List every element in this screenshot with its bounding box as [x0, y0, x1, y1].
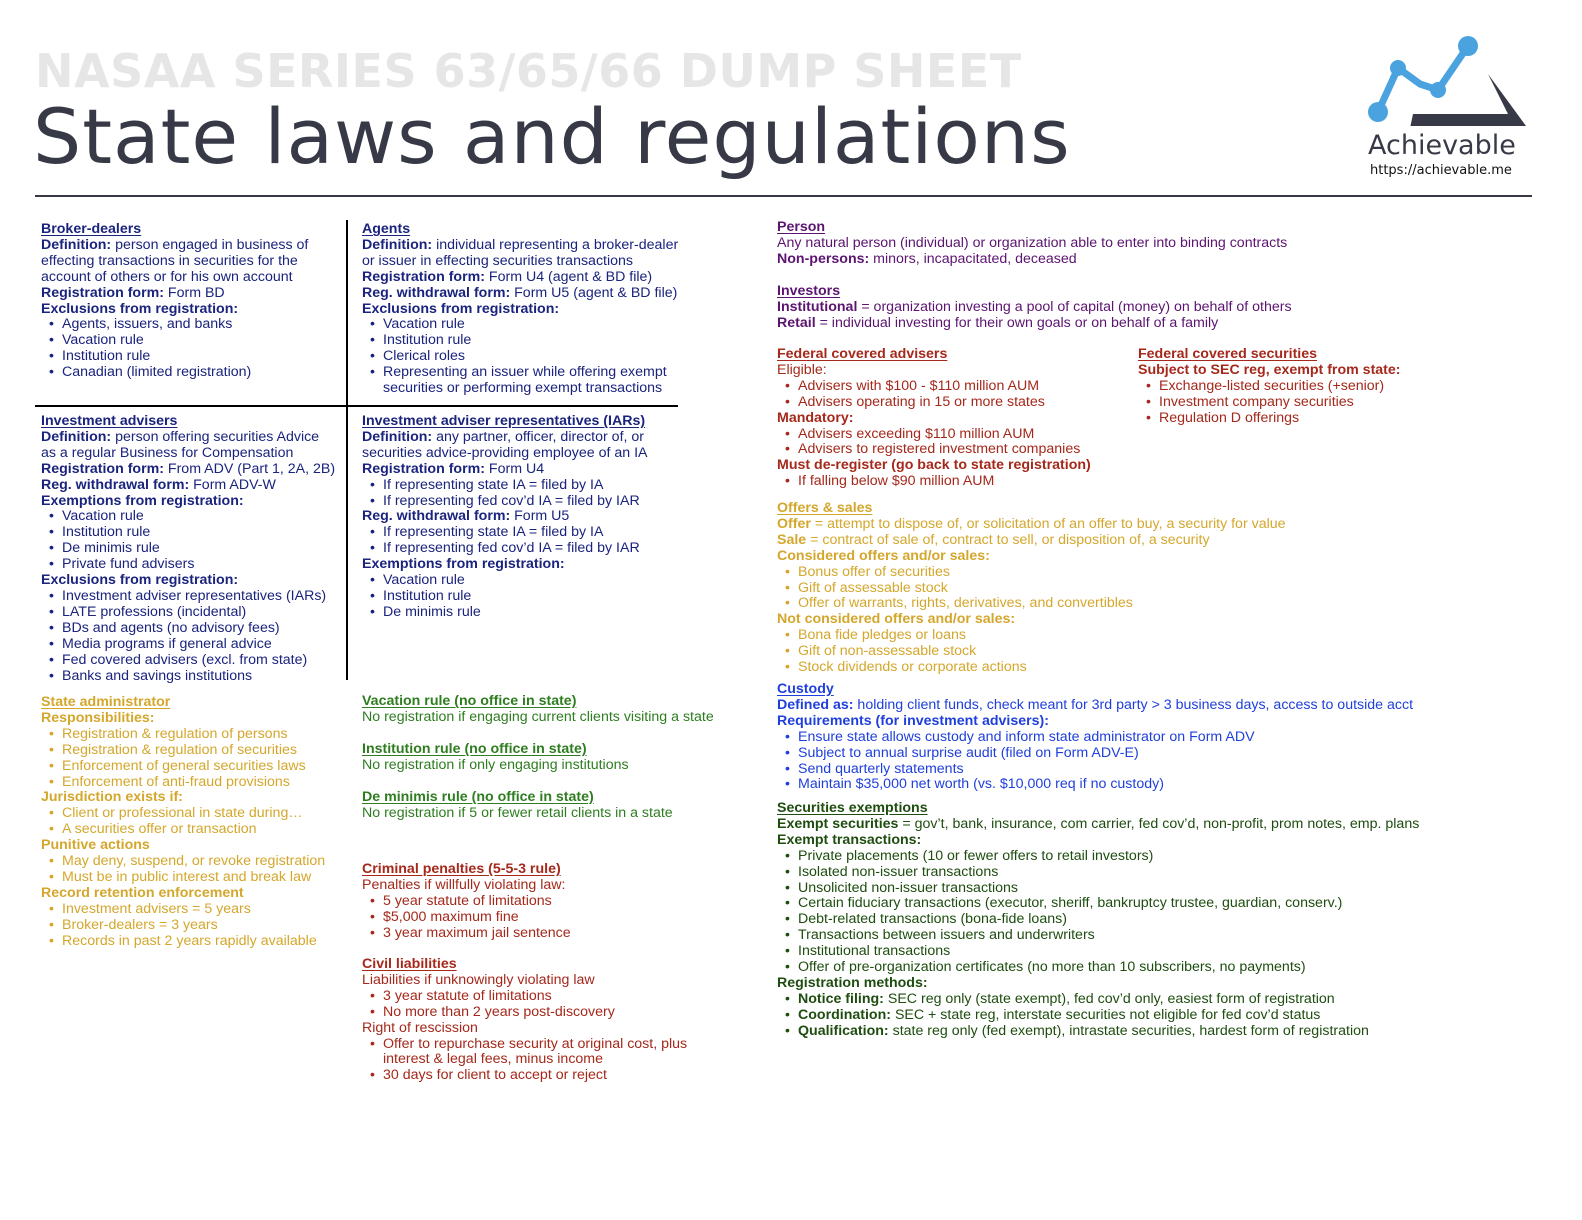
exclusions-list — [41, 589, 335, 684]
section-investors — [777, 284, 1292, 332]
text: = contract of sale of, contract to sell, or disposition of, a security — [806, 531, 1210, 548]
list-item: • If falling below $90 million AUM — [777, 474, 1091, 490]
achievable-logo — [1364, 34, 1534, 184]
section-heading: Offers & sales — [777, 500, 873, 516]
label: Reg. withdrawal form: — [41, 476, 190, 493]
list-item: • Advisers exceeding $110 million AUM — [777, 427, 1091, 443]
label: Mandatory: — [777, 409, 854, 426]
text: holding client funds, check meant for 3rd party > 3 business days, access to outside acct — [853, 696, 1414, 713]
list-item: • Enforcement of anti-fraud provisions — [41, 775, 325, 791]
list-item: • Regulation D offerings — [1138, 411, 1401, 427]
vacation-rule-text: No registration if engaging current clients visiting a state — [362, 708, 714, 725]
list-item: • Offer of pre-organization certificates (no more than 10 subscribers, no payments) — [777, 960, 1419, 976]
list-item: • De minimis rule — [362, 605, 647, 621]
list-item: • Institution rule — [362, 589, 647, 605]
withdrawal-list — [362, 525, 647, 557]
text: = attempt to dispose of, or solicitation of an offer to buy, a security for value — [810, 515, 1286, 532]
label: Exempt transactions: — [777, 831, 922, 848]
list-item: • De minimis rule — [41, 541, 335, 557]
text: = gov’t, bank, insurance, com carrier, fed cov’d, non-profit, prom notes, emp. plans — [898, 815, 1420, 832]
list-item: • Bonus offer of securities — [777, 565, 1286, 581]
text: or issuer in effecting securities transactions — [362, 252, 634, 269]
list-item: • Offer of warrants, rights, derivatives, and convertibles — [777, 596, 1286, 612]
label: Definition: — [41, 236, 112, 253]
list-item: • Banks and savings institutions — [41, 669, 335, 685]
list-item: • 3 year statute of limitations — [362, 989, 687, 1005]
label: Coordination: — [798, 1006, 891, 1023]
requirements-list — [777, 730, 1413, 794]
institution-rule-heading: Institution rule (no office in state) — [362, 740, 587, 757]
list-item: • Agents, issuers, and banks — [41, 317, 308, 333]
label: Definition: — [362, 236, 433, 253]
list-item: • 3 year maximum jail sentence — [362, 926, 571, 942]
section-federal-covered-securities — [1138, 347, 1401, 427]
label: Offer — [777, 515, 811, 532]
label: Exclusions from registration: — [41, 300, 239, 317]
list-item: • Gift of non-assessable stock — [777, 644, 1286, 660]
text: Form U5 (agent & BD file) — [510, 284, 678, 301]
list-item: • Institution rule — [41, 525, 335, 541]
deregister-list — [777, 474, 1091, 490]
text: person offering securities Advice — [111, 428, 320, 445]
section-state-administrator — [41, 695, 325, 950]
list-item: • Ensure state allows custody and inform state administrator on Form ADV — [777, 730, 1413, 746]
label: Jurisdiction exists if: — [41, 789, 183, 806]
text: From ADV (Part 1, 2A, 2B) — [163, 460, 336, 477]
list-item — [777, 1008, 1419, 1024]
list-item: • Send quarterly statements — [777, 762, 1413, 778]
section-custody — [777, 682, 1413, 793]
label: Definition: — [362, 428, 433, 445]
considered-list — [777, 565, 1286, 613]
liabilities-list — [362, 989, 687, 1021]
section-heading: Investors — [777, 283, 841, 299]
section-heading: Broker-dealers — [41, 221, 142, 237]
label: Must de-register (go back to state registration) — [777, 457, 1091, 474]
text: Form U4 (agent & BD file) — [484, 268, 653, 285]
text: Form U5 — [510, 508, 570, 525]
list-item: • Unsolicited non-issuer transactions — [777, 881, 1419, 897]
list-item: • Isolated non-issuer transactions — [777, 865, 1419, 881]
list-item: • Vacation rule — [41, 509, 335, 525]
logo-name: Achievable — [1368, 130, 1516, 161]
text: minors, incapacitated, deceased — [869, 250, 1077, 267]
label: Considered offers and/or sales: — [777, 547, 990, 564]
person-definition: Any natural person (individual) or organization able to enter into binding contracts — [777, 234, 1288, 251]
section-heading: Federal covered advisers — [777, 346, 948, 362]
exclusions-list — [41, 317, 308, 381]
label: Record retention enforcement — [41, 884, 244, 901]
label: Exclusions from registration: — [41, 572, 239, 589]
exemptions-list — [362, 573, 647, 621]
list-item — [777, 1024, 1419, 1040]
list-item: • If representing state IA = filed by IA — [362, 478, 647, 494]
list-item: • Representing an issuer while offering exempt — [362, 365, 678, 381]
list-item: • Maintain $35,000 net worth (vs. $10,000 req if no custody) — [777, 777, 1413, 793]
text: Form ADV-W — [189, 476, 276, 493]
section-heading: Securities exemptions — [777, 800, 928, 816]
methods-list — [777, 992, 1419, 1040]
logo-chart-icon — [1364, 34, 1534, 134]
list-item: • If representing fed cov’d IA = filed by IAR — [362, 541, 647, 557]
list-item — [777, 992, 1419, 1008]
section-heading: Criminal penalties (5-5-3 rule) — [362, 861, 561, 877]
list-item: • No more than 2 years post-discovery — [362, 1005, 687, 1021]
section-heading: Civil liabilities — [362, 956, 457, 972]
records-list — [41, 902, 325, 950]
column-divider-vertical — [346, 220, 348, 680]
label: Registration form: — [41, 284, 164, 301]
deminimis-rule-text: No registration if 5 or fewer retail clients in a state — [362, 804, 673, 821]
responsibilities-list — [41, 727, 325, 791]
list-item: • Offer to repurchase security at original cost, plus — [362, 1037, 687, 1053]
header-divider — [35, 195, 1532, 197]
section-agents — [362, 222, 678, 397]
text: = individual investing for their own goals or on behalf of a family — [815, 314, 1219, 331]
section-heading: Agents — [362, 221, 411, 237]
text: individual representing a broker-dealer — [432, 236, 679, 253]
list-item: • LATE professions (incidental) — [41, 605, 335, 621]
list-item: • Stock dividends or corporate actions — [777, 660, 1286, 676]
label: Notice filing: — [798, 990, 884, 1007]
eligible-list — [777, 379, 1091, 411]
list-item: • BDs and agents (no advisory fees) — [41, 621, 335, 637]
label: Not considered offers and/or sales: — [777, 611, 1016, 628]
label: Retail — [777, 314, 816, 331]
section-broker-dealers — [41, 222, 308, 381]
list-item: • Advisers to registered investment companies — [777, 442, 1091, 458]
label: Reg. withdrawal form: — [362, 284, 511, 301]
label: Punitive actions — [41, 837, 150, 854]
securities-list — [1138, 379, 1401, 427]
list-item: • Institution rule — [41, 349, 308, 365]
transactions-list — [777, 849, 1419, 976]
section-rules — [362, 694, 714, 821]
list-item-continuation: securities or performing exempt transactions — [383, 380, 663, 397]
list-item: • Vacation rule — [41, 333, 308, 349]
label: Subject to SEC reg, exempt from state: — [1138, 361, 1401, 378]
section-heading: Investment adviser representatives (IARs) — [362, 413, 646, 429]
mandatory-list — [777, 427, 1091, 459]
label: Responsibilities: — [41, 709, 155, 726]
institution-rule-text: No registration if only engaging institutions — [362, 756, 629, 773]
list-item: • Fed covered advisers (excl. from state) — [41, 653, 335, 669]
list-item: • Exchange-listed securities (+senior) — [1138, 379, 1401, 395]
list-item: • Broker-dealers = 3 years — [41, 918, 325, 934]
list-item: • Canadian (limited registration) — [41, 365, 308, 381]
text: effecting transactions in securities for the — [41, 252, 298, 269]
label: Defined as: — [777, 696, 854, 713]
penalties-list — [362, 894, 571, 942]
jurisdiction-list — [41, 806, 325, 838]
list-item: • Institutional transactions — [777, 944, 1419, 960]
text: state reg only (fed exempt), intrastate securities, hardest form of registration — [888, 1022, 1369, 1039]
section-civil-liabilities — [362, 957, 687, 1084]
list-item: • Subject to annual surprise audit (filed on Form ADV-E) — [777, 746, 1413, 762]
text: = organization investing a pool of capital (money) on behalf of others — [857, 298, 1292, 315]
list-item: • Advisers operating in 15 or more states — [777, 395, 1091, 411]
text: account of others or for his own account — [41, 268, 293, 285]
list-item: • Debt-related transactions (bona-fide loans) — [777, 912, 1419, 928]
label: Institutional — [777, 298, 858, 315]
punitive-list — [41, 854, 325, 886]
text: SEC reg only (state exempt), fed cov’d only, easiest form of registration — [883, 990, 1335, 1007]
text: as a regular Business for Compensation — [41, 444, 294, 461]
label: Definition: — [41, 428, 112, 445]
section-federal-covered-advisers — [777, 347, 1091, 490]
list-item: • Institution rule — [362, 333, 678, 349]
label: Registration form: — [362, 460, 485, 477]
text: any partner, officer, director of, or — [432, 428, 645, 445]
list-item: • Private fund advisers — [41, 557, 335, 573]
text: Form BD — [163, 284, 225, 301]
list-item: • $5,000 maximum fine — [362, 910, 571, 926]
section-heading: Custody — [777, 681, 834, 697]
list-item: • Private placements (10 or fewer offers to retail investors) — [777, 849, 1419, 865]
rescission-label: Right of rescission — [362, 1019, 478, 1036]
text: Form U4 — [484, 460, 545, 477]
label: Requirements (for investment advisers): — [777, 712, 1050, 729]
label: Eligible: — [777, 361, 827, 378]
section-offers-sales — [777, 501, 1286, 676]
list-item: • Bona fide pledges or loans — [777, 628, 1286, 644]
list-item: • Investment advisers = 5 years — [41, 902, 325, 918]
list-item: • Clerical roles — [362, 349, 678, 365]
label: Registration methods: — [777, 974, 928, 991]
label: Exemptions from registration: — [41, 492, 244, 509]
exclusions-list — [362, 317, 678, 381]
list-item: • A securities offer or transaction — [41, 822, 325, 838]
list-item: • Vacation rule — [362, 317, 678, 333]
page-title: State laws and regulations — [33, 92, 1071, 181]
label: Exempt securities — [777, 815, 899, 832]
label: Qualification: — [798, 1022, 889, 1039]
section-investment-advisers — [41, 414, 335, 684]
section-heading: Person — [777, 219, 826, 235]
list-item: • If representing fed cov’d IA = filed by IAR — [362, 494, 647, 510]
list-item: • Client or professional in state during… — [41, 806, 325, 822]
intro-text: Penalties if willfully violating law: — [362, 876, 566, 893]
section-person — [777, 220, 1287, 268]
text: securities advice-providing employee of an IA — [362, 444, 648, 461]
section-securities-exemptions — [777, 801, 1419, 1040]
registration-list — [362, 478, 647, 510]
list-item: • Enforcement of general securities laws — [41, 759, 325, 775]
label: Registration form: — [41, 460, 164, 477]
exemptions-list — [41, 509, 335, 573]
list-item: • Registration & regulation of securities — [41, 743, 325, 759]
rescission-list — [362, 1037, 687, 1053]
list-item: • Gift of assessable stock — [777, 581, 1286, 597]
list-item: • Registration & regulation of persons — [41, 727, 325, 743]
rescission-list-2 — [362, 1068, 687, 1084]
list-item: • Vacation rule — [362, 573, 647, 589]
list-item: • Advisers with $100 - $110 million AUM — [777, 379, 1091, 395]
label: Reg. withdrawal form: — [362, 508, 511, 525]
row-divider-horizontal — [35, 405, 678, 407]
label: Non-persons: — [777, 250, 870, 267]
list-item: • Must be in public interest and break law — [41, 870, 325, 886]
list-item: • Transactions between issuers and underwriters — [777, 928, 1419, 944]
list-item: • Investment adviser representatives (IARs) — [41, 589, 335, 605]
vacation-rule-heading: Vacation rule (no office in state) — [362, 693, 577, 709]
label: Registration form: — [362, 268, 485, 285]
section-heading: Federal covered securities — [1138, 346, 1318, 362]
section-iars — [362, 414, 647, 621]
text: person engaged in business of — [111, 236, 309, 253]
list-item: • May deny, suspend, or revoke registration — [41, 854, 325, 870]
label: Exemptions from registration: — [362, 556, 565, 573]
section-criminal-penalties — [362, 862, 571, 942]
intro-text: Liabilities if unknowingly violating law — [362, 971, 595, 988]
list-item: • Investment company securities — [1138, 395, 1401, 411]
list-item: • Certain fiduciary transactions (executor, sheriff, bankruptcy trustee, guardian, conserv.) — [777, 896, 1419, 912]
section-heading: Investment advisers — [41, 413, 178, 429]
list-item: • Records in past 2 years rapidly available — [41, 934, 325, 950]
logo-url[interactable]: https://achievable.me — [1370, 163, 1512, 178]
not-considered-list — [777, 628, 1286, 676]
list-item: • If representing state IA = filed by IA — [362, 525, 647, 541]
list-item-continuation: interest & legal fees, minus income — [383, 1051, 604, 1068]
section-heading: State administrator — [41, 694, 171, 710]
list-item: • 5 year statute of limitations — [362, 894, 571, 910]
list-item: • 30 days for client to accept or reject — [362, 1068, 687, 1084]
list-item: • Media programs if general advice — [41, 637, 335, 653]
label: Exclusions from registration: — [362, 300, 560, 317]
text: SEC + state reg, interstate securities not eligible for fed cov’d status — [891, 1006, 1321, 1023]
supertitle: NASAA SERIES 63/65/66 DUMP SHEET — [35, 44, 1022, 98]
deminimis-rule-heading: De minimis rule (no office in state) — [362, 788, 594, 805]
label: Sale — [777, 531, 807, 548]
